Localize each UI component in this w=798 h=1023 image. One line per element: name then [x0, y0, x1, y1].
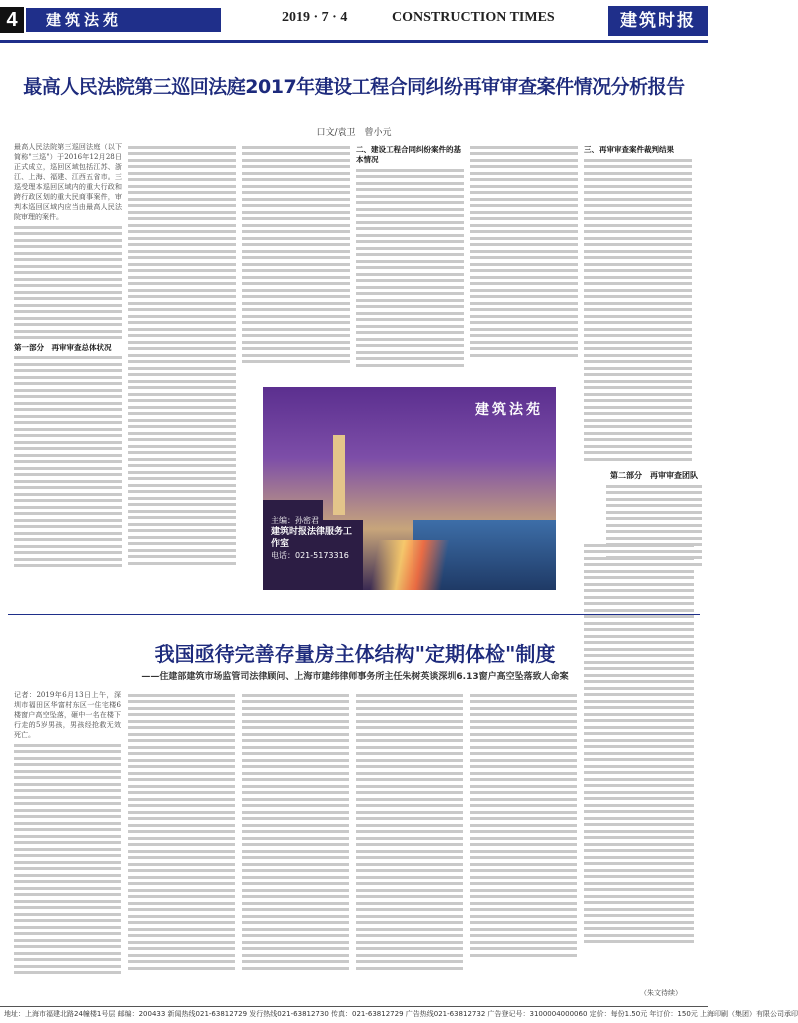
photo-info: [271, 515, 356, 561]
section-heading-3: 三、再审审查案件裁判结果: [584, 145, 674, 154]
article1-column-1: [14, 142, 122, 613]
issue-date: 2019 · 7 · 4: [282, 10, 348, 25]
text-lines: [128, 146, 236, 565]
article2-column-4: [356, 690, 463, 1000]
article2-column-1: [14, 690, 121, 1000]
article2-column-3: [242, 690, 349, 1000]
page-header: [0, 0, 708, 46]
article1-intro: 最高人民法院第三巡回法庭（以下简称"三巡"）于2016年12月28日正式成立，巡回区域包括江苏、浙江、上海、福建、江西五省市。三巡受理本巡回区域内的重大行政和跨行政区划的重大民商事案件，审判本巡回区域内应当由最高人民法院审理的案件。: [14, 143, 122, 221]
text-lines: [584, 544, 694, 944]
text-lines: [356, 169, 464, 367]
text-lines: [470, 146, 578, 357]
article2-subtitle: ——住建部建筑市场监管司法律顾问、上海市建纬律师事务所主任朱树英谈深圳6.13窗户高空坠落致人命案: [141, 672, 569, 682]
paper-name-en: CONSTRUCTION TIMES: [392, 10, 555, 25]
paper-logo: 建筑时报: [608, 6, 708, 36]
text-lines: [584, 159, 692, 461]
light-trails: [353, 540, 473, 590]
article1-byline: 口文/袁卫 曾小元: [316, 128, 392, 138]
continued-note: （朱文待续）: [640, 989, 682, 997]
article2-column-5: [470, 690, 577, 1000]
photo-editor: 主编：孙密君: [271, 516, 319, 525]
section-heading-1: 第一部分 再审审查总体状况: [14, 342, 112, 352]
article2-column-2: [128, 690, 235, 1000]
article1-column-5: [470, 142, 578, 382]
section-heading-2: 二、建设工程合同纠纷案件的基本情况: [356, 145, 461, 164]
photo-title: 建筑法苑: [475, 402, 543, 418]
text-lines: [128, 694, 235, 970]
sidebar-heading: 第二部分 再审审查团队: [610, 470, 698, 480]
text-lines: [356, 694, 463, 970]
article2-intro: 记者：2019年6月13日上午，深圳市福田区华富村东区一住宅楼6楼窗户高空坠落，砸中一名在楼下行走的5岁男孩，男孩经抢救无效死亡。: [14, 691, 121, 739]
article1-column-4: [356, 142, 464, 382]
text-lines: [14, 744, 121, 975]
photo-phone: 电话：021-5173316: [271, 551, 349, 560]
text-lines: [242, 146, 350, 364]
page-number: 4: [0, 7, 24, 33]
text-lines: [242, 694, 349, 970]
clock-tower: [333, 435, 345, 515]
text-lines: [470, 694, 577, 957]
article1-column-2: [128, 142, 236, 613]
text-lines: [14, 226, 122, 340]
page-footer: 地址：上海市福建北路24幢楼1号层 邮编：200433 新闻热线021-63812729 发行热线021-63812730 传真：021-63812729 广告热线021-63812732 广告登记号：3100004000060 定价：每份1.50元 年订价：150元 上海印刷（集团）有限公司承印: [0, 1006, 708, 1023]
sidebar-column: [584, 540, 694, 985]
article1-headline: 最高人民法院第三巡回法庭2017年建设工程合同纠纷再审审查案件情况分析报告: [23, 76, 685, 98]
header-rule: [0, 40, 708, 43]
text-lines: [14, 356, 122, 567]
feature-photo: [263, 387, 556, 590]
article1-column-6: [584, 142, 692, 502]
section-title: 建筑法苑: [26, 8, 221, 32]
article2-headline: 我国亟待完善存量房主体结构"定期体检"制度: [154, 642, 556, 666]
photo-office: 建筑时报法律服务工作室: [271, 527, 353, 549]
